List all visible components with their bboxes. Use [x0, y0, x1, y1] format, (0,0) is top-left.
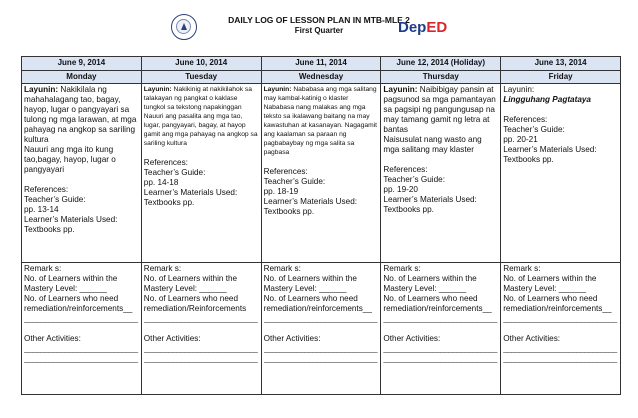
lesson-plan-table	[21, 56, 621, 395]
date-cell: June 10, 2014	[141, 57, 261, 71]
date-cell: June 11, 2014	[261, 57, 381, 71]
mastery-text: No. of Learners within the Mastery Level: ______	[503, 274, 597, 293]
deped-seal-icon	[171, 14, 197, 40]
lm-text: Textbooks pp.	[263, 207, 315, 216]
remarks-label: Remark s:	[383, 264, 421, 273]
need-item: remediation/reinforcements__	[503, 304, 612, 313]
references-label: References:	[383, 165, 428, 174]
document-header	[0, 15, 638, 36]
remarks-label: Remark s:	[24, 264, 62, 273]
tg-pages: pp. 14-18	[143, 178, 179, 187]
layunin-text: Nakikilala ng mahahalagang tao, bagay, hayop, lugar o pangyayari sa tulong ng mga larawan, at mga pahayag na angkop sa sariling kultura Nauuri ang mga ito kung tao,bagay, hayop, lugar o pangyayari	[24, 85, 137, 174]
dates-row	[22, 57, 621, 71]
layunin-cell-thursday	[381, 84, 501, 263]
layunin-text: Nakikinig at nakikilahok sa talakayan ng pangkat o kaklase tungkol sa tekstong napakinggan Nauuri ang pasalita ang mga tao, lugar, pangyayari, bagay, at hayop gamit ang mga pahayag na angkop sa sariling kultura	[143, 86, 258, 147]
layunin-row	[22, 84, 621, 263]
day-cell: Thursday	[381, 71, 501, 84]
layunin-text: Naibibigay pansin at pagsunod sa mga pamantayan sa pagsipi ng pangungusap na may tamang gamit ng letra at bantas Naisusulat nang wasto ang mga salitang may klaster	[383, 85, 496, 154]
layunin-label: Layunin:	[383, 85, 418, 94]
remarks-cell-wednesday	[261, 263, 381, 395]
dash-line: ____________________________	[503, 344, 617, 353]
friday-topic: Lingguhang Pagtataya	[503, 95, 591, 104]
document-title: DAILY LOG OF LESSON PLAN IN MTB-MLE 2	[228, 15, 410, 25]
other-label: Other Activities:	[263, 334, 321, 343]
day-cell: Wednesday	[261, 71, 381, 84]
teachers-guide-label: Teacher’s Guide:	[383, 175, 445, 184]
need-label: No. of Learners who need	[503, 294, 598, 303]
remarks-cell-thursday	[381, 263, 501, 395]
document-subtitle: First Quarter	[294, 26, 344, 35]
other-label: Other Activities:	[24, 334, 81, 343]
other-label: Other Activities:	[383, 334, 441, 343]
references-label: References:	[263, 167, 308, 176]
lm-text: Textbooks pp.	[24, 225, 75, 234]
lm-label: Learner’s Materials Used:	[383, 195, 477, 204]
dash-line: ____________________________	[503, 354, 617, 363]
tg-pages: pp. 19-20	[383, 185, 418, 194]
teachers-guide-label: Teacher’s Guide:	[263, 177, 326, 186]
tg-pages: pp. 18-19	[263, 187, 299, 196]
other-label: Other Activities:	[143, 334, 201, 343]
days-row	[22, 71, 621, 84]
day-cell: Tuesday	[141, 71, 261, 84]
date-cell: June 9, 2014	[22, 57, 142, 71]
teachers-guide-label: Teacher’s Guide:	[143, 168, 206, 177]
dash-line: ____________________________	[24, 314, 138, 323]
layunin-label: Layunin:	[24, 85, 59, 94]
day-cell: Monday	[22, 71, 142, 84]
lm-text: Textbooks pp.	[143, 198, 195, 207]
need-label: No. of Learners who need	[24, 294, 119, 303]
dash-line: ____________________________	[143, 344, 258, 353]
lm-label: Learner’s Materials Used:	[24, 215, 118, 224]
dash-line: ____________________________	[143, 314, 258, 323]
svg-text:DepED: DepED	[398, 19, 448, 36]
dash-line: ____________________________	[24, 354, 138, 363]
need-item: remediation/reinforcements__	[383, 304, 492, 313]
layunin-cell-tuesday	[141, 84, 261, 263]
lm-label: Learner’s Materials Used:	[143, 188, 238, 197]
remarks-row	[22, 263, 621, 395]
dash-line: ____________________________	[263, 354, 378, 363]
tg-pages: pp. 20-21	[503, 135, 538, 144]
dash-line: ____________________________	[383, 354, 497, 363]
lm-text: Textbooks pp.	[503, 155, 554, 164]
dash-line: ____________________________	[503, 314, 617, 323]
need-item: remediation/Reinforcements	[143, 304, 247, 313]
dash-line: ____________________________	[24, 344, 138, 353]
remarks-label: Remark s:	[143, 264, 182, 273]
layunin-cell-monday	[22, 84, 142, 263]
tg-pages: pp. 13-14	[24, 205, 59, 214]
mastery-text: No. of Learners within the Mastery Level: ______	[383, 274, 477, 293]
dash-line: ____________________________	[383, 344, 497, 353]
dash-line: ____________________________	[383, 314, 497, 323]
references-label: References:	[503, 115, 548, 124]
teachers-guide-label: Teacher’s Guide:	[24, 195, 86, 204]
date-cell: June 13, 2014	[501, 57, 621, 71]
remarks-label: Remark s:	[263, 264, 301, 273]
day-cell: Friday	[501, 71, 621, 84]
deped-logo-icon	[398, 18, 458, 36]
lm-label: Learner’s Materials Used:	[263, 197, 358, 206]
other-label: Other Activities:	[503, 334, 561, 343]
lm-text: Textbooks pp.	[383, 205, 434, 214]
remarks-label: Remark s:	[503, 264, 541, 273]
need-item: remediation/reinforcements__	[263, 304, 372, 313]
mastery-text: No. of Learners within the Mastery Level: ______	[263, 274, 357, 293]
layunin-text: Nababasa ang mga salitang may kambal-katinig o klaster Nababasa nang malakas ang mga teksto sa ikalawang baitang na may kawastuhan at kasanayan. Nagagamit ang kaalaman sa paraan ng pagbabaybay ng mga salita sa pagbasa	[263, 86, 377, 156]
mastery-text: No. of Learners within the Mastery Level: ______	[24, 274, 118, 293]
remarks-cell-friday	[501, 263, 621, 395]
need-label: No. of Learners who need	[143, 294, 239, 303]
need-label: No. of Learners who need	[263, 294, 358, 303]
layunin-label: Layunin:	[143, 86, 172, 93]
date-cell: June 12, 2014 (Holiday)	[381, 57, 501, 71]
lm-label: Learner’s Materials Used:	[503, 145, 597, 154]
teachers-guide-label: Teacher’s Guide:	[503, 125, 565, 134]
layunin-cell-wednesday	[261, 84, 381, 263]
layunin-cell-friday	[501, 84, 621, 263]
dash-line: ____________________________	[263, 314, 378, 323]
need-item: remediation/reinforcements__	[24, 304, 133, 313]
layunin-label: Layunin:	[263, 86, 292, 93]
layunin-label: Layunin:	[503, 85, 535, 94]
references-label: References:	[24, 185, 69, 194]
dash-line: ____________________________	[143, 354, 258, 363]
need-label: No. of Learners who need	[383, 294, 478, 303]
remarks-cell-monday	[22, 263, 142, 395]
dash-line: ____________________________	[263, 344, 378, 353]
references-label: References:	[143, 158, 188, 167]
mastery-text: No. of Learners within the Mastery Level: ______	[143, 274, 238, 293]
remarks-cell-tuesday	[141, 263, 261, 395]
